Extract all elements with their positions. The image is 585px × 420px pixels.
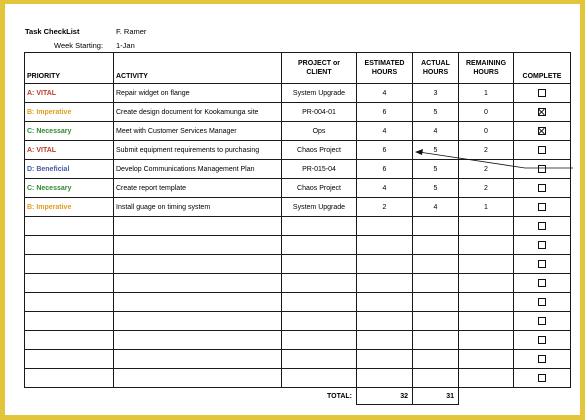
- checkbox[interactable]: [538, 203, 546, 211]
- project-cell: [282, 217, 357, 236]
- remaining-cell: [459, 274, 514, 293]
- complete-cell: [514, 255, 571, 274]
- remaining-cell: [459, 312, 514, 331]
- project-cell: PR-015-04: [282, 160, 357, 179]
- checklist-title: Task CheckList: [25, 27, 80, 36]
- actual-cell: 5: [413, 141, 459, 160]
- checkbox[interactable]: [538, 317, 546, 325]
- checklist-sheet: [5, 4, 580, 415]
- checkbox[interactable]: [538, 89, 546, 97]
- actual-cell: [413, 369, 459, 388]
- priority-cell: [25, 255, 114, 274]
- checkbox[interactable]: [538, 298, 546, 306]
- complete-cell: [514, 122, 571, 141]
- priority-cell: A: VITAL: [25, 141, 114, 160]
- priority-cell: [25, 369, 114, 388]
- complete-cell: [514, 236, 571, 255]
- empty-row: [25, 274, 571, 293]
- activity-cell: Install guage on timing system: [114, 198, 282, 217]
- activity-cell: Develop Communications Management Plan: [114, 160, 282, 179]
- checkbox[interactable]: [538, 146, 546, 154]
- empty-row: [25, 331, 571, 350]
- remaining-cell: 2: [459, 179, 514, 198]
- remaining-cell: [459, 369, 514, 388]
- complete-cell: [514, 141, 571, 160]
- activity-cell: [114, 217, 282, 236]
- project-cell: Chaos Project: [282, 141, 357, 160]
- estimated-cell: [357, 293, 413, 312]
- empty-row: [25, 236, 571, 255]
- table-row: [25, 179, 571, 198]
- activity-cell: [114, 312, 282, 331]
- checkbox[interactable]: [538, 336, 546, 344]
- table-row: [25, 141, 571, 160]
- estimated-cell: 6: [357, 103, 413, 122]
- empty-row: [25, 293, 571, 312]
- checkbox[interactable]: [538, 374, 546, 382]
- empty-row: [25, 369, 571, 388]
- actual-cell: [413, 331, 459, 350]
- remaining-cell: [459, 255, 514, 274]
- priority-cell: B: Imperative: [25, 198, 114, 217]
- priority-cell: A: VITAL: [25, 84, 114, 103]
- estimated-cell: 4: [357, 84, 413, 103]
- checkbox[interactable]: [538, 184, 546, 192]
- total-actual: 31: [413, 388, 459, 405]
- priority-cell: [25, 331, 114, 350]
- checkbox[interactable]: [538, 279, 546, 287]
- remaining-cell: 1: [459, 84, 514, 103]
- table-row: [25, 84, 571, 103]
- activity-cell: Meet with Customer Services Manager: [114, 122, 282, 141]
- project-cell: [282, 350, 357, 369]
- remaining-cell: 1: [459, 198, 514, 217]
- activity-cell: [114, 350, 282, 369]
- activity-cell: [114, 331, 282, 350]
- checkbox[interactable]: [538, 241, 546, 249]
- spacer-cell: [25, 388, 114, 405]
- priority-cell: [25, 274, 114, 293]
- complete-cell: [514, 103, 571, 122]
- spacer-cell: [514, 388, 571, 405]
- remaining-cell: [459, 293, 514, 312]
- activity-cell: Create report template: [114, 179, 282, 198]
- checked-checkbox[interactable]: [538, 127, 546, 135]
- spacer-cell: [459, 388, 514, 405]
- total-row: [25, 388, 571, 405]
- project-cell: Ops: [282, 122, 357, 141]
- week-starting-label: Week Starting:: [54, 41, 104, 50]
- project-cell: Chaos Project: [282, 179, 357, 198]
- complete-cell: [514, 179, 571, 198]
- empty-row: [25, 217, 571, 236]
- table-row: [25, 198, 571, 217]
- project-cell: System Upgrade: [282, 198, 357, 217]
- table-row: [25, 103, 571, 122]
- project-cell: [282, 331, 357, 350]
- total-label: TOTAL:: [326, 392, 352, 400]
- estimated-cell: 4: [357, 122, 413, 141]
- actual-cell: [413, 293, 459, 312]
- activity-cell: [114, 255, 282, 274]
- complete-cell: [514, 160, 571, 179]
- priority-cell: [25, 312, 114, 331]
- checkbox[interactable]: [538, 355, 546, 363]
- activity-cell: [114, 369, 282, 388]
- remaining-cell: 0: [459, 103, 514, 122]
- estimated-cell: [357, 255, 413, 274]
- remaining-cell: 2: [459, 160, 514, 179]
- estimated-cell: 6: [357, 160, 413, 179]
- complete-cell: [514, 84, 571, 103]
- column-header-activity: ACTIVITY: [114, 53, 282, 84]
- estimated-cell: [357, 236, 413, 255]
- priority-cell: C: Necessary: [25, 122, 114, 141]
- actual-cell: [413, 236, 459, 255]
- actual-cell: [413, 217, 459, 236]
- activity-cell: [114, 293, 282, 312]
- complete-cell: [514, 369, 571, 388]
- empty-row: [25, 312, 571, 331]
- priority-cell: [25, 350, 114, 369]
- project-cell: [282, 369, 357, 388]
- column-header-priority: PRIORITY: [25, 53, 114, 84]
- table-header-row: [25, 53, 571, 84]
- estimated-cell: 2: [357, 198, 413, 217]
- project-cell: PR-004-01: [282, 103, 357, 122]
- checked-checkbox[interactable]: [538, 108, 546, 116]
- estimated-cell: 6: [357, 141, 413, 160]
- empty-row: [25, 350, 571, 369]
- column-header-remaining: REMAINING HOURS: [459, 53, 514, 84]
- estimated-cell: [357, 331, 413, 350]
- estimated-cell: [357, 274, 413, 293]
- actual-cell: 4: [413, 198, 459, 217]
- actual-cell: 4: [413, 122, 459, 141]
- checkbox[interactable]: [538, 165, 546, 173]
- activity-cell: Submit equipment requirements to purchasing: [114, 141, 282, 160]
- complete-cell: [514, 312, 571, 331]
- complete-cell: [514, 198, 571, 217]
- actual-cell: 5: [413, 179, 459, 198]
- activity-cell: Create design document for Kookamunga site: [114, 103, 282, 122]
- project-cell: [282, 255, 357, 274]
- remaining-cell: [459, 350, 514, 369]
- remaining-cell: [459, 217, 514, 236]
- estimated-cell: [357, 312, 413, 331]
- table-row: [25, 160, 571, 179]
- actual-cell: [413, 350, 459, 369]
- priority-cell: [25, 217, 114, 236]
- complete-cell: [514, 331, 571, 350]
- actual-cell: [413, 255, 459, 274]
- task-table: [24, 52, 571, 405]
- complete-cell: [514, 274, 571, 293]
- column-header-estimated: ESTIMATED HOURS: [357, 53, 413, 84]
- priority-cell: [25, 236, 114, 255]
- column-header-actual: ACTUAL HOURS: [413, 53, 459, 84]
- project-cell: [282, 293, 357, 312]
- complete-cell: [514, 350, 571, 369]
- owner-name: F. Ramer: [116, 27, 147, 36]
- priority-cell: B: Imperative: [25, 103, 114, 122]
- estimated-cell: 4: [357, 179, 413, 198]
- remaining-cell: [459, 331, 514, 350]
- activity-cell: Repair widget on flange: [114, 84, 282, 103]
- estimated-cell: [357, 369, 413, 388]
- estimated-cell: [357, 217, 413, 236]
- actual-cell: [413, 312, 459, 331]
- actual-cell: 5: [413, 103, 459, 122]
- actual-cell: 5: [413, 160, 459, 179]
- project-cell: [282, 274, 357, 293]
- estimated-cell: [357, 350, 413, 369]
- activity-cell: [114, 236, 282, 255]
- complete-cell: [514, 217, 571, 236]
- project-cell: [282, 236, 357, 255]
- remaining-cell: 2: [459, 141, 514, 160]
- total-estimated: 32: [357, 388, 413, 405]
- priority-cell: [25, 293, 114, 312]
- remaining-cell: 0: [459, 122, 514, 141]
- remaining-cell: [459, 236, 514, 255]
- checkbox[interactable]: [538, 222, 546, 230]
- actual-cell: [413, 274, 459, 293]
- column-header-project: PROJECT or CLIENT: [282, 53, 357, 84]
- activity-cell: [114, 274, 282, 293]
- project-cell: [282, 312, 357, 331]
- column-header-complete: COMPLETE: [514, 53, 571, 84]
- checkbox[interactable]: [538, 260, 546, 268]
- priority-cell: C: Necessary: [25, 179, 114, 198]
- empty-row: [25, 255, 571, 274]
- table-row: [25, 122, 571, 141]
- spacer-cell: [114, 388, 282, 405]
- actual-cell: 3: [413, 84, 459, 103]
- complete-cell: [514, 293, 571, 312]
- week-starting-value: 1-Jan: [116, 41, 135, 50]
- priority-cell: D: Beneficial: [25, 160, 114, 179]
- project-cell: System Upgrade: [282, 84, 357, 103]
